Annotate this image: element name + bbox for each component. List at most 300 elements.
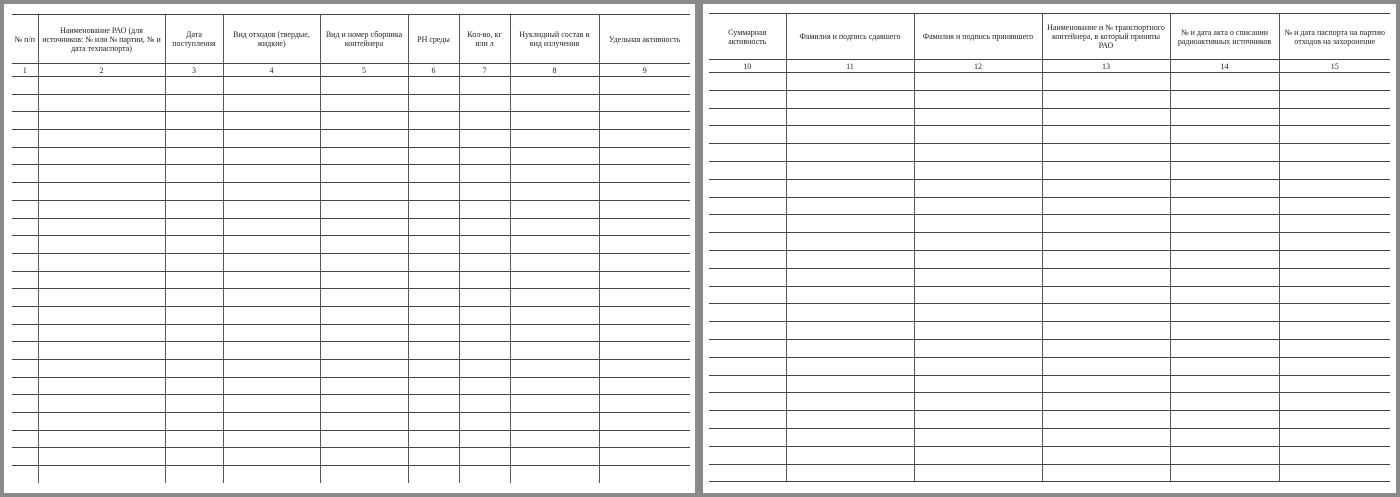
blank-cell[interactable] bbox=[914, 411, 1042, 429]
blank-cell[interactable] bbox=[320, 218, 408, 236]
blank-cell[interactable] bbox=[914, 161, 1042, 179]
blank-cell[interactable] bbox=[408, 147, 459, 165]
blank-cell[interactable] bbox=[709, 126, 786, 144]
blank-cell[interactable] bbox=[408, 218, 459, 236]
blank-cell[interactable] bbox=[165, 466, 223, 483]
blank-cell[interactable] bbox=[786, 304, 914, 322]
blank-cell[interactable] bbox=[408, 165, 459, 183]
blank-cell[interactable] bbox=[599, 94, 690, 112]
blank-cell[interactable] bbox=[1042, 161, 1170, 179]
blank-cell[interactable] bbox=[320, 324, 408, 342]
blank-cell[interactable] bbox=[12, 324, 38, 342]
blank-cell[interactable] bbox=[786, 215, 914, 233]
blank-cell[interactable] bbox=[38, 306, 165, 324]
blank-cell[interactable] bbox=[1170, 428, 1279, 446]
blank-cell[interactable] bbox=[165, 147, 223, 165]
blank-cell[interactable] bbox=[599, 112, 690, 130]
blank-cell[interactable] bbox=[1042, 393, 1170, 411]
blank-cell[interactable] bbox=[320, 183, 408, 201]
blank-cell[interactable] bbox=[786, 428, 914, 446]
blank-cell[interactable] bbox=[165, 395, 223, 413]
blank-cell[interactable] bbox=[786, 393, 914, 411]
blank-cell[interactable] bbox=[1279, 233, 1390, 251]
blank-cell[interactable] bbox=[786, 126, 914, 144]
blank-cell[interactable] bbox=[320, 147, 408, 165]
blank-cell[interactable] bbox=[1042, 73, 1170, 91]
blank-cell[interactable] bbox=[320, 306, 408, 324]
blank-cell[interactable] bbox=[223, 306, 320, 324]
blank-cell[interactable] bbox=[786, 250, 914, 268]
blank-cell[interactable] bbox=[709, 161, 786, 179]
blank-cell[interactable] bbox=[408, 395, 459, 413]
blank-cell[interactable] bbox=[38, 360, 165, 378]
blank-cell[interactable] bbox=[1279, 411, 1390, 429]
blank-cell[interactable] bbox=[510, 236, 599, 254]
blank-cell[interactable] bbox=[1279, 393, 1390, 411]
blank-cell[interactable] bbox=[165, 200, 223, 218]
blank-cell[interactable] bbox=[320, 130, 408, 148]
blank-cell[interactable] bbox=[1279, 250, 1390, 268]
blank-cell[interactable] bbox=[38, 466, 165, 483]
blank-cell[interactable] bbox=[709, 446, 786, 464]
blank-cell[interactable] bbox=[1279, 286, 1390, 304]
blank-cell[interactable] bbox=[12, 147, 38, 165]
blank-cell[interactable] bbox=[599, 430, 690, 448]
blank-cell[interactable] bbox=[165, 253, 223, 271]
blank-cell[interactable] bbox=[1279, 90, 1390, 108]
blank-cell[interactable] bbox=[510, 200, 599, 218]
blank-cell[interactable] bbox=[1170, 90, 1279, 108]
blank-cell[interactable] bbox=[709, 233, 786, 251]
blank-cell[interactable] bbox=[38, 236, 165, 254]
blank-cell[interactable] bbox=[320, 413, 408, 431]
blank-cell[interactable] bbox=[320, 271, 408, 289]
blank-cell[interactable] bbox=[320, 342, 408, 360]
blank-cell[interactable] bbox=[165, 112, 223, 130]
blank-cell[interactable] bbox=[223, 430, 320, 448]
blank-cell[interactable] bbox=[165, 94, 223, 112]
blank-cell[interactable] bbox=[320, 360, 408, 378]
blank-cell[interactable] bbox=[786, 322, 914, 340]
blank-cell[interactable] bbox=[1170, 286, 1279, 304]
blank-cell[interactable] bbox=[1042, 357, 1170, 375]
blank-cell[interactable] bbox=[914, 126, 1042, 144]
blank-cell[interactable] bbox=[408, 94, 459, 112]
blank-cell[interactable] bbox=[223, 130, 320, 148]
blank-cell[interactable] bbox=[459, 342, 510, 360]
blank-cell[interactable] bbox=[408, 236, 459, 254]
blank-cell[interactable] bbox=[914, 250, 1042, 268]
blank-cell[interactable] bbox=[709, 108, 786, 126]
blank-cell[interactable] bbox=[165, 324, 223, 342]
blank-cell[interactable] bbox=[1170, 233, 1279, 251]
blank-cell[interactable] bbox=[38, 289, 165, 307]
blank-cell[interactable] bbox=[1042, 215, 1170, 233]
blank-cell[interactable] bbox=[786, 339, 914, 357]
blank-cell[interactable] bbox=[459, 183, 510, 201]
blank-cell[interactable] bbox=[786, 233, 914, 251]
blank-cell[interactable] bbox=[510, 271, 599, 289]
blank-cell[interactable] bbox=[510, 130, 599, 148]
blank-cell[interactable] bbox=[510, 165, 599, 183]
blank-cell[interactable] bbox=[459, 413, 510, 431]
blank-cell[interactable] bbox=[599, 147, 690, 165]
blank-cell[interactable] bbox=[1279, 268, 1390, 286]
blank-cell[interactable] bbox=[786, 197, 914, 215]
blank-cell[interactable] bbox=[1170, 357, 1279, 375]
blank-cell[interactable] bbox=[914, 233, 1042, 251]
blank-cell[interactable] bbox=[914, 304, 1042, 322]
blank-cell[interactable] bbox=[320, 77, 408, 95]
blank-cell[interactable] bbox=[459, 165, 510, 183]
blank-cell[interactable] bbox=[914, 215, 1042, 233]
blank-cell[interactable] bbox=[223, 112, 320, 130]
blank-cell[interactable] bbox=[320, 112, 408, 130]
blank-cell[interactable] bbox=[599, 271, 690, 289]
blank-cell[interactable] bbox=[786, 268, 914, 286]
blank-cell[interactable] bbox=[320, 253, 408, 271]
blank-cell[interactable] bbox=[709, 304, 786, 322]
blank-cell[interactable] bbox=[1042, 322, 1170, 340]
blank-cell[interactable] bbox=[223, 165, 320, 183]
blank-cell[interactable] bbox=[914, 375, 1042, 393]
blank-cell[interactable] bbox=[1042, 411, 1170, 429]
blank-cell[interactable] bbox=[408, 306, 459, 324]
blank-cell[interactable] bbox=[408, 377, 459, 395]
blank-cell[interactable] bbox=[1042, 108, 1170, 126]
blank-cell[interactable] bbox=[408, 448, 459, 466]
blank-cell[interactable] bbox=[914, 144, 1042, 162]
blank-cell[interactable] bbox=[1170, 126, 1279, 144]
blank-cell[interactable] bbox=[459, 253, 510, 271]
blank-cell[interactable] bbox=[1042, 339, 1170, 357]
blank-cell[interactable] bbox=[510, 430, 599, 448]
blank-cell[interactable] bbox=[1042, 250, 1170, 268]
blank-cell[interactable] bbox=[1279, 215, 1390, 233]
blank-cell[interactable] bbox=[38, 165, 165, 183]
blank-cell[interactable] bbox=[408, 130, 459, 148]
blank-cell[interactable] bbox=[510, 395, 599, 413]
blank-cell[interactable] bbox=[12, 165, 38, 183]
blank-cell[interactable] bbox=[408, 253, 459, 271]
blank-cell[interactable] bbox=[38, 200, 165, 218]
blank-cell[interactable] bbox=[1042, 197, 1170, 215]
blank-cell[interactable] bbox=[38, 324, 165, 342]
blank-cell[interactable] bbox=[510, 289, 599, 307]
blank-cell[interactable] bbox=[510, 77, 599, 95]
blank-cell[interactable] bbox=[786, 446, 914, 464]
blank-cell[interactable] bbox=[459, 236, 510, 254]
blank-cell[interactable] bbox=[599, 130, 690, 148]
blank-cell[interactable] bbox=[599, 200, 690, 218]
blank-cell[interactable] bbox=[223, 289, 320, 307]
blank-cell[interactable] bbox=[12, 253, 38, 271]
blank-cell[interactable] bbox=[12, 395, 38, 413]
blank-cell[interactable] bbox=[12, 306, 38, 324]
blank-cell[interactable] bbox=[786, 375, 914, 393]
blank-cell[interactable] bbox=[786, 464, 914, 482]
blank-cell[interactable] bbox=[599, 413, 690, 431]
blank-cell[interactable] bbox=[459, 360, 510, 378]
blank-cell[interactable] bbox=[223, 77, 320, 95]
blank-cell[interactable] bbox=[165, 430, 223, 448]
blank-cell[interactable] bbox=[510, 112, 599, 130]
blank-cell[interactable] bbox=[408, 289, 459, 307]
blank-cell[interactable] bbox=[510, 306, 599, 324]
blank-cell[interactable] bbox=[12, 466, 38, 483]
blank-cell[interactable] bbox=[223, 413, 320, 431]
blank-cell[interactable] bbox=[709, 393, 786, 411]
blank-cell[interactable] bbox=[223, 183, 320, 201]
blank-cell[interactable] bbox=[408, 324, 459, 342]
blank-cell[interactable] bbox=[1170, 322, 1279, 340]
blank-cell[interactable] bbox=[320, 377, 408, 395]
blank-cell[interactable] bbox=[1042, 464, 1170, 482]
blank-cell[interactable] bbox=[320, 236, 408, 254]
blank-cell[interactable] bbox=[709, 375, 786, 393]
blank-cell[interactable] bbox=[599, 342, 690, 360]
blank-cell[interactable] bbox=[510, 377, 599, 395]
blank-cell[interactable] bbox=[408, 183, 459, 201]
blank-cell[interactable] bbox=[709, 286, 786, 304]
blank-cell[interactable] bbox=[223, 94, 320, 112]
blank-cell[interactable] bbox=[320, 466, 408, 483]
blank-cell[interactable] bbox=[914, 197, 1042, 215]
blank-cell[interactable] bbox=[786, 108, 914, 126]
blank-cell[interactable] bbox=[12, 183, 38, 201]
blank-cell[interactable] bbox=[914, 268, 1042, 286]
blank-cell[interactable] bbox=[914, 322, 1042, 340]
blank-cell[interactable] bbox=[914, 446, 1042, 464]
blank-cell[interactable] bbox=[12, 200, 38, 218]
blank-cell[interactable] bbox=[599, 236, 690, 254]
blank-cell[interactable] bbox=[459, 430, 510, 448]
blank-cell[interactable] bbox=[38, 430, 165, 448]
blank-cell[interactable] bbox=[320, 289, 408, 307]
blank-cell[interactable] bbox=[38, 395, 165, 413]
blank-cell[interactable] bbox=[38, 130, 165, 148]
blank-cell[interactable] bbox=[914, 357, 1042, 375]
blank-cell[interactable] bbox=[510, 324, 599, 342]
blank-cell[interactable] bbox=[914, 179, 1042, 197]
blank-cell[interactable] bbox=[1279, 428, 1390, 446]
blank-cell[interactable] bbox=[1170, 197, 1279, 215]
blank-cell[interactable] bbox=[223, 271, 320, 289]
blank-cell[interactable] bbox=[599, 289, 690, 307]
blank-cell[interactable] bbox=[12, 413, 38, 431]
blank-cell[interactable] bbox=[510, 466, 599, 483]
blank-cell[interactable] bbox=[459, 395, 510, 413]
blank-cell[interactable] bbox=[38, 448, 165, 466]
blank-cell[interactable] bbox=[459, 324, 510, 342]
blank-cell[interactable] bbox=[165, 413, 223, 431]
blank-cell[interactable] bbox=[1170, 464, 1279, 482]
blank-cell[interactable] bbox=[12, 218, 38, 236]
blank-cell[interactable] bbox=[709, 179, 786, 197]
blank-cell[interactable] bbox=[1042, 375, 1170, 393]
blank-cell[interactable] bbox=[38, 94, 165, 112]
blank-cell[interactable] bbox=[223, 377, 320, 395]
blank-cell[interactable] bbox=[1170, 268, 1279, 286]
blank-cell[interactable] bbox=[709, 250, 786, 268]
blank-cell[interactable] bbox=[786, 73, 914, 91]
blank-cell[interactable] bbox=[709, 90, 786, 108]
blank-cell[interactable] bbox=[1279, 161, 1390, 179]
blank-cell[interactable] bbox=[12, 112, 38, 130]
blank-cell[interactable] bbox=[165, 289, 223, 307]
blank-cell[interactable] bbox=[459, 147, 510, 165]
blank-cell[interactable] bbox=[459, 448, 510, 466]
blank-cell[interactable] bbox=[165, 236, 223, 254]
blank-cell[interactable] bbox=[599, 183, 690, 201]
blank-cell[interactable] bbox=[38, 271, 165, 289]
blank-cell[interactable] bbox=[459, 200, 510, 218]
blank-cell[interactable] bbox=[38, 253, 165, 271]
blank-cell[interactable] bbox=[709, 464, 786, 482]
blank-cell[interactable] bbox=[1170, 375, 1279, 393]
blank-cell[interactable] bbox=[38, 413, 165, 431]
blank-cell[interactable] bbox=[165, 165, 223, 183]
blank-cell[interactable] bbox=[1170, 215, 1279, 233]
blank-cell[interactable] bbox=[599, 324, 690, 342]
blank-cell[interactable] bbox=[709, 357, 786, 375]
blank-cell[interactable] bbox=[709, 411, 786, 429]
blank-cell[interactable] bbox=[1042, 446, 1170, 464]
blank-cell[interactable] bbox=[165, 77, 223, 95]
blank-cell[interactable] bbox=[408, 200, 459, 218]
blank-cell[interactable] bbox=[599, 165, 690, 183]
blank-cell[interactable] bbox=[223, 324, 320, 342]
blank-cell[interactable] bbox=[165, 360, 223, 378]
blank-cell[interactable] bbox=[408, 342, 459, 360]
blank-cell[interactable] bbox=[599, 360, 690, 378]
blank-cell[interactable] bbox=[1042, 428, 1170, 446]
blank-cell[interactable] bbox=[709, 322, 786, 340]
blank-cell[interactable] bbox=[786, 179, 914, 197]
blank-cell[interactable] bbox=[510, 147, 599, 165]
blank-cell[interactable] bbox=[165, 342, 223, 360]
blank-cell[interactable] bbox=[12, 342, 38, 360]
blank-cell[interactable] bbox=[510, 448, 599, 466]
blank-cell[interactable] bbox=[1170, 161, 1279, 179]
blank-cell[interactable] bbox=[599, 377, 690, 395]
blank-cell[interactable] bbox=[12, 360, 38, 378]
blank-cell[interactable] bbox=[1170, 179, 1279, 197]
blank-cell[interactable] bbox=[12, 448, 38, 466]
blank-cell[interactable] bbox=[510, 218, 599, 236]
blank-cell[interactable] bbox=[914, 428, 1042, 446]
blank-cell[interactable] bbox=[914, 393, 1042, 411]
blank-cell[interactable] bbox=[510, 183, 599, 201]
blank-cell[interactable] bbox=[1279, 108, 1390, 126]
blank-cell[interactable] bbox=[320, 395, 408, 413]
blank-cell[interactable] bbox=[709, 428, 786, 446]
blank-cell[interactable] bbox=[1279, 375, 1390, 393]
blank-cell[interactable] bbox=[599, 77, 690, 95]
blank-cell[interactable] bbox=[459, 377, 510, 395]
blank-cell[interactable] bbox=[165, 306, 223, 324]
blank-cell[interactable] bbox=[709, 215, 786, 233]
blank-cell[interactable] bbox=[12, 236, 38, 254]
blank-cell[interactable] bbox=[914, 286, 1042, 304]
blank-cell[interactable] bbox=[459, 289, 510, 307]
blank-cell[interactable] bbox=[12, 289, 38, 307]
blank-cell[interactable] bbox=[1170, 446, 1279, 464]
blank-cell[interactable] bbox=[12, 77, 38, 95]
blank-cell[interactable] bbox=[12, 377, 38, 395]
blank-cell[interactable] bbox=[786, 411, 914, 429]
blank-cell[interactable] bbox=[320, 94, 408, 112]
blank-cell[interactable] bbox=[408, 413, 459, 431]
blank-cell[interactable] bbox=[914, 90, 1042, 108]
blank-cell[interactable] bbox=[38, 218, 165, 236]
blank-cell[interactable] bbox=[1279, 144, 1390, 162]
blank-cell[interactable] bbox=[1170, 144, 1279, 162]
blank-cell[interactable] bbox=[599, 253, 690, 271]
blank-cell[interactable] bbox=[165, 183, 223, 201]
blank-cell[interactable] bbox=[1279, 446, 1390, 464]
blank-cell[interactable] bbox=[165, 130, 223, 148]
blank-cell[interactable] bbox=[510, 413, 599, 431]
blank-cell[interactable] bbox=[599, 395, 690, 413]
blank-cell[interactable] bbox=[223, 466, 320, 483]
blank-cell[interactable] bbox=[1279, 179, 1390, 197]
blank-cell[interactable] bbox=[38, 147, 165, 165]
blank-cell[interactable] bbox=[1170, 73, 1279, 91]
blank-cell[interactable] bbox=[459, 130, 510, 148]
blank-cell[interactable] bbox=[408, 77, 459, 95]
blank-cell[interactable] bbox=[408, 271, 459, 289]
blank-cell[interactable] bbox=[408, 430, 459, 448]
blank-cell[interactable] bbox=[1042, 233, 1170, 251]
blank-cell[interactable] bbox=[223, 395, 320, 413]
blank-cell[interactable] bbox=[1279, 304, 1390, 322]
blank-cell[interactable] bbox=[223, 360, 320, 378]
blank-cell[interactable] bbox=[12, 130, 38, 148]
blank-cell[interactable] bbox=[320, 448, 408, 466]
blank-cell[interactable] bbox=[459, 271, 510, 289]
blank-cell[interactable] bbox=[38, 77, 165, 95]
blank-cell[interactable] bbox=[223, 236, 320, 254]
blank-cell[interactable] bbox=[786, 144, 914, 162]
blank-cell[interactable] bbox=[223, 200, 320, 218]
blank-cell[interactable] bbox=[599, 448, 690, 466]
blank-cell[interactable] bbox=[599, 306, 690, 324]
blank-cell[interactable] bbox=[1042, 144, 1170, 162]
blank-cell[interactable] bbox=[320, 165, 408, 183]
blank-cell[interactable] bbox=[1042, 179, 1170, 197]
blank-cell[interactable] bbox=[165, 271, 223, 289]
blank-cell[interactable] bbox=[1042, 286, 1170, 304]
blank-cell[interactable] bbox=[165, 218, 223, 236]
blank-cell[interactable] bbox=[38, 377, 165, 395]
blank-cell[interactable] bbox=[1279, 126, 1390, 144]
blank-cell[interactable] bbox=[599, 466, 690, 483]
blank-cell[interactable] bbox=[510, 253, 599, 271]
blank-cell[interactable] bbox=[12, 94, 38, 112]
blank-cell[interactable] bbox=[709, 144, 786, 162]
blank-cell[interactable] bbox=[1279, 73, 1390, 91]
blank-cell[interactable] bbox=[223, 342, 320, 360]
blank-cell[interactable] bbox=[1042, 304, 1170, 322]
blank-cell[interactable] bbox=[408, 360, 459, 378]
blank-cell[interactable] bbox=[1279, 357, 1390, 375]
blank-cell[interactable] bbox=[459, 112, 510, 130]
blank-cell[interactable] bbox=[709, 339, 786, 357]
blank-cell[interactable] bbox=[223, 147, 320, 165]
blank-cell[interactable] bbox=[709, 268, 786, 286]
blank-cell[interactable] bbox=[459, 77, 510, 95]
